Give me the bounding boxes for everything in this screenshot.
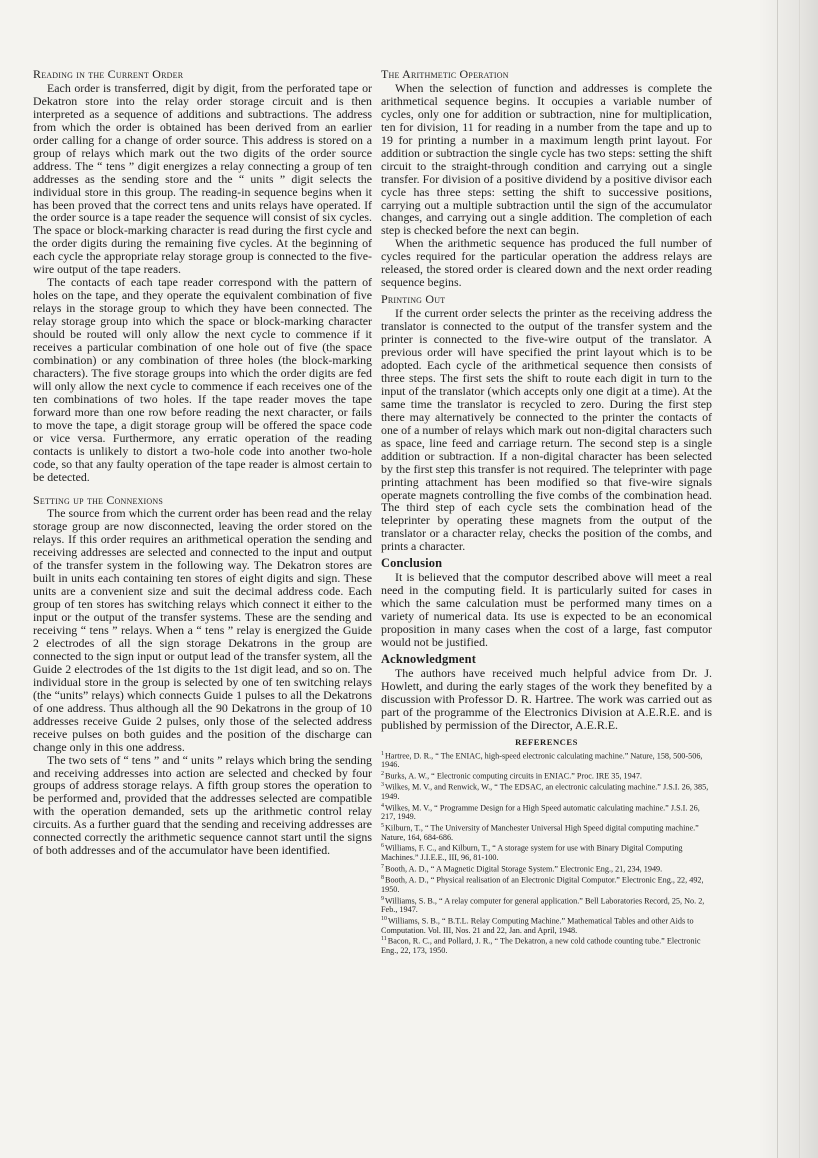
section-heading-conclusion: Conclusion [381,556,443,571]
reference-item: $^1$Hartree, D. R., “ The ENIAC, high-speed electronic calculating machine.” Nature, 158, 500-506, 1946. [381,750,703,770]
paragraph: The source from which the current order has been read and the relay storage group are now disconnected, leaving the order stored on the relays. If this order requires an arithmetical operation the sending and receiving addresses are selected and connected to the input and output of the transfer system in the following way. The Dekatron stores are built in units each containing ten stores of eight digits and sign. These units are a convenient size and suit the decimal address code. Each group of ten stores has switching relays which connect it either to the input or the output of the transfer systems. These are the sending and receiving “ tens ” relays. When a “ tens ” relay is energized the Guide 2 electrodes of all the sign storage Dekatrons in the group are connected to the sign input or output lead of the transfer system, all the Guide 2 electrodes of the 1st digits to the 1st digit lead, and so on. The individual store in the group is selected by one of ten switching relays (the “units” relays) which connects Guide 1 pulses to all the Dekatrons of one address. Thus although all the 90 Dekatrons in the group of 10 addresses receive Guide 2 pulses, only those of the selected address receive pulses on both guides and the position of the discharge can change only in this one address. [33,506,372,754]
reference-item: $^2$Burks, A. W., “ Electronic computing circuits in ENIAC.” Proc. IRE 35, 1947. [381,770,642,781]
paragraph: When the selection of function and addresses is complete the arithmetical sequence begins. It occupies a variable number of cycles, only one for addition or subtraction, nine for multiplication, ten for division, 11 for reading in a number from the tape and up to 19 for printing a number in a maximum length print layout. For addition or subtraction the single cycle has two steps: setting the shift circuit to the straight-through condition and carrying out a single transfer. For division of a positive dividend by a positive divisor each cycle has three steps: setting the shift to successive positions, carrying out a multiple subtraction until the sign of the accumulator changes, and carrying out a single addition. The completion of each step is checked before the next can begin. [381,80,712,238]
paragraph: Each order is transferred, digit by digit, from the perforated tape or Dekatron store into the relay order storage circuit and is then interpreted as a sequence of additions and subtractions. The address from which the order is obtained has been derived from an earlier order calling for a change of order source. This address is stored on a group of relays which mark out the two digits of the order source address. The “ tens ” digit energizes a relay connecting a group of ten addresses as the sending store and the “ units ” digit selects the individual store in this group. The reading-in sequence begins when it has been proved that the correct tens and units relays have operated. If the order source is a tape reader the sequence will consist of six cycles. The space or block-marking character is read during the first cycle and the order digits during the remaining five cycles. At the beginning of each cycle the appropriate relay storage group is connected to the five-wire output of the tape readers. [33,80,372,277]
reference-item: $^7$Booth, A. D., “ A Magnetic Digital Storage System.” Electronic Eng., 21, 234, 1949. [381,863,663,874]
reference-item: $^8$Booth, A. D., “ Physical realisation of an Electronic Digital Computor.” Electronic Eng., 22, 492, 1950. [381,875,704,894]
reference-item: $^6$Williams, F. C., and Kilburn, T., “ A storage system for use with Binary Digital Computing Machines.” J.I.E.E., III, 96, 81-100. [381,843,683,862]
reference-item: $^{10}$Williams, S. B., “ B.T.L. Relay Computing Machine.” Mathematical Tables and other Aids to Computation. Vol. III, Nos. 21 and 22, Jan. and April, 1948. [381,915,694,935]
references-title: REFERENCES [515,736,578,747]
left-column [33,68,372,857]
section-heading-printing: Printing Out [381,292,446,307]
references-list [381,750,712,956]
section-heading-arithmetic: The Arithmetic Operation [381,67,509,81]
reference-item: $^3$Wilkes, M. V., and Renwick, W., “ The EDSAC, an electronic calculating machine.” J.S.I. 26, 385, 1949. [381,782,709,801]
reference-item: $^9$Williams, S. B., “ A relay computer for general application.” Bell Laboratories Record, 25, No. 2, Feb., 1947. [381,895,705,915]
page-edge-shadow [758,0,818,1158]
paragraph: The authors have received much helpful advice from Dr. J. Howlett, and during the early stages of the work they benefited by a discussion with Professor D. R. Hartree. The work was carried out as part of the programme of the Electronics Division at A.E.R.E. and is published by permission of the Director, A.E.R.E. [381,665,712,732]
reference-item: $^{11}$Bacon, R. C., and Pollard, J. R., “ The Dekatron, a new cold cathode counting tube.” Electronic Eng., 22, 173, 1950. [381,936,701,955]
right-column [381,68,712,956]
paragraph: The contacts of each tape reader correspond with the pattern of holes on the tape, and they operate the equivalent combination of five relays in the storage group to which they have been connected. The relay storage group into which the space or block-marking character should be routed will only allow the next cycle to commence if it receives a particular combination of one hole out of five (the space combination) or any combination of three holes (the block-marking characters). The five storage groups into which the order digits are fed will only allow the next cycle to commence if each receives one of the ten combinations of two holes. If the tape reader moves the tape forward more than one row before reading the next character, or fails to move the tape, a digit storage group will be offered the space code or vice versa. Furthermore, any erratic operation of the reading contacts is unlikely to distort a two-hole code into another two-hole code, so that any faulty operation of the tape reader is almost certain to be detected. [33,275,372,484]
section-heading-connexions: Setting up the Connexions [33,492,163,507]
paragraph: It is believed that the computor described above will meet a real need in the computing field. It is particularly suited for cases in which the same calculation must be performed many times on a variety of numerical data. Its use is expected to be an economical proposition in many cases when the cost of a large, fast computor would not be justified. [381,570,712,649]
section-heading-reading: Reading in the Current Order [33,67,184,81]
page-edge-line [777,0,778,1158]
reference-item: $^5$Kilburn, T., “ The University of Manchester Universal High Speed digital computing machine.” Nature, 164, 684-686. [381,823,699,842]
section-heading-acknowledgment: Acknowledgment [381,651,477,666]
paragraph: The two sets of “ tens ” and “ units ” relays which bring the sending and receiving addresses into action are selected and checked by four groups of address storage relays. A fifth group stores the operation to be performed and, provided that the addresses selected are compatible with the operation demanded, sets up the arithmetic control relay circuits. As a further guard that the sending and receiving addresses are connected correctly the arithmetic sequence cannot start until the signs of both addresses and of the accumulator have been identified. [33,752,372,858]
reference-item: $^4$Wilkes, M. V., “ Programme Design for a High Speed automatic calculating machine.” J.S.I. 26, 217, 1949. [381,802,700,822]
paragraph: If the current order selects the printer as the receiving address the translator is connected to the output of the transfer system and the printer is connected to the five-wire output of the translator. A previous order will have specified the print layout which is to be adopted. Each cycle of the arithmetical sequence then consists of three steps. The first sets the shift to route each digit in turn to the input of the translator (which accepts only one digit at a time). At the same time the translator is recycled to zero. During the first step there may alternatively be connected to the printer the contacts of one of a number of relays which mark out non-digital characters such as space, line feed and carriage return. The second step is a single addition or subtraction. If a non-digital character has been selected by the first step this transfer is not required. The teleprinter with page printing attachment has been modified so that five-wire signals operate magnets controlling the five combs of the combination head. The third step of each cycle sets the combination head of the teleprinter by operating these magnets from the output of the translator or a character relay, checks the position of the combs, and prints a character. [381,306,712,554]
page-edge-line-outer [799,0,800,1158]
paragraph: When the arithmetic sequence has produced the full number of cycles required for the particular operation the address relays are released, the stored order is cleared down and the next order reading sequence begins. [381,236,712,290]
